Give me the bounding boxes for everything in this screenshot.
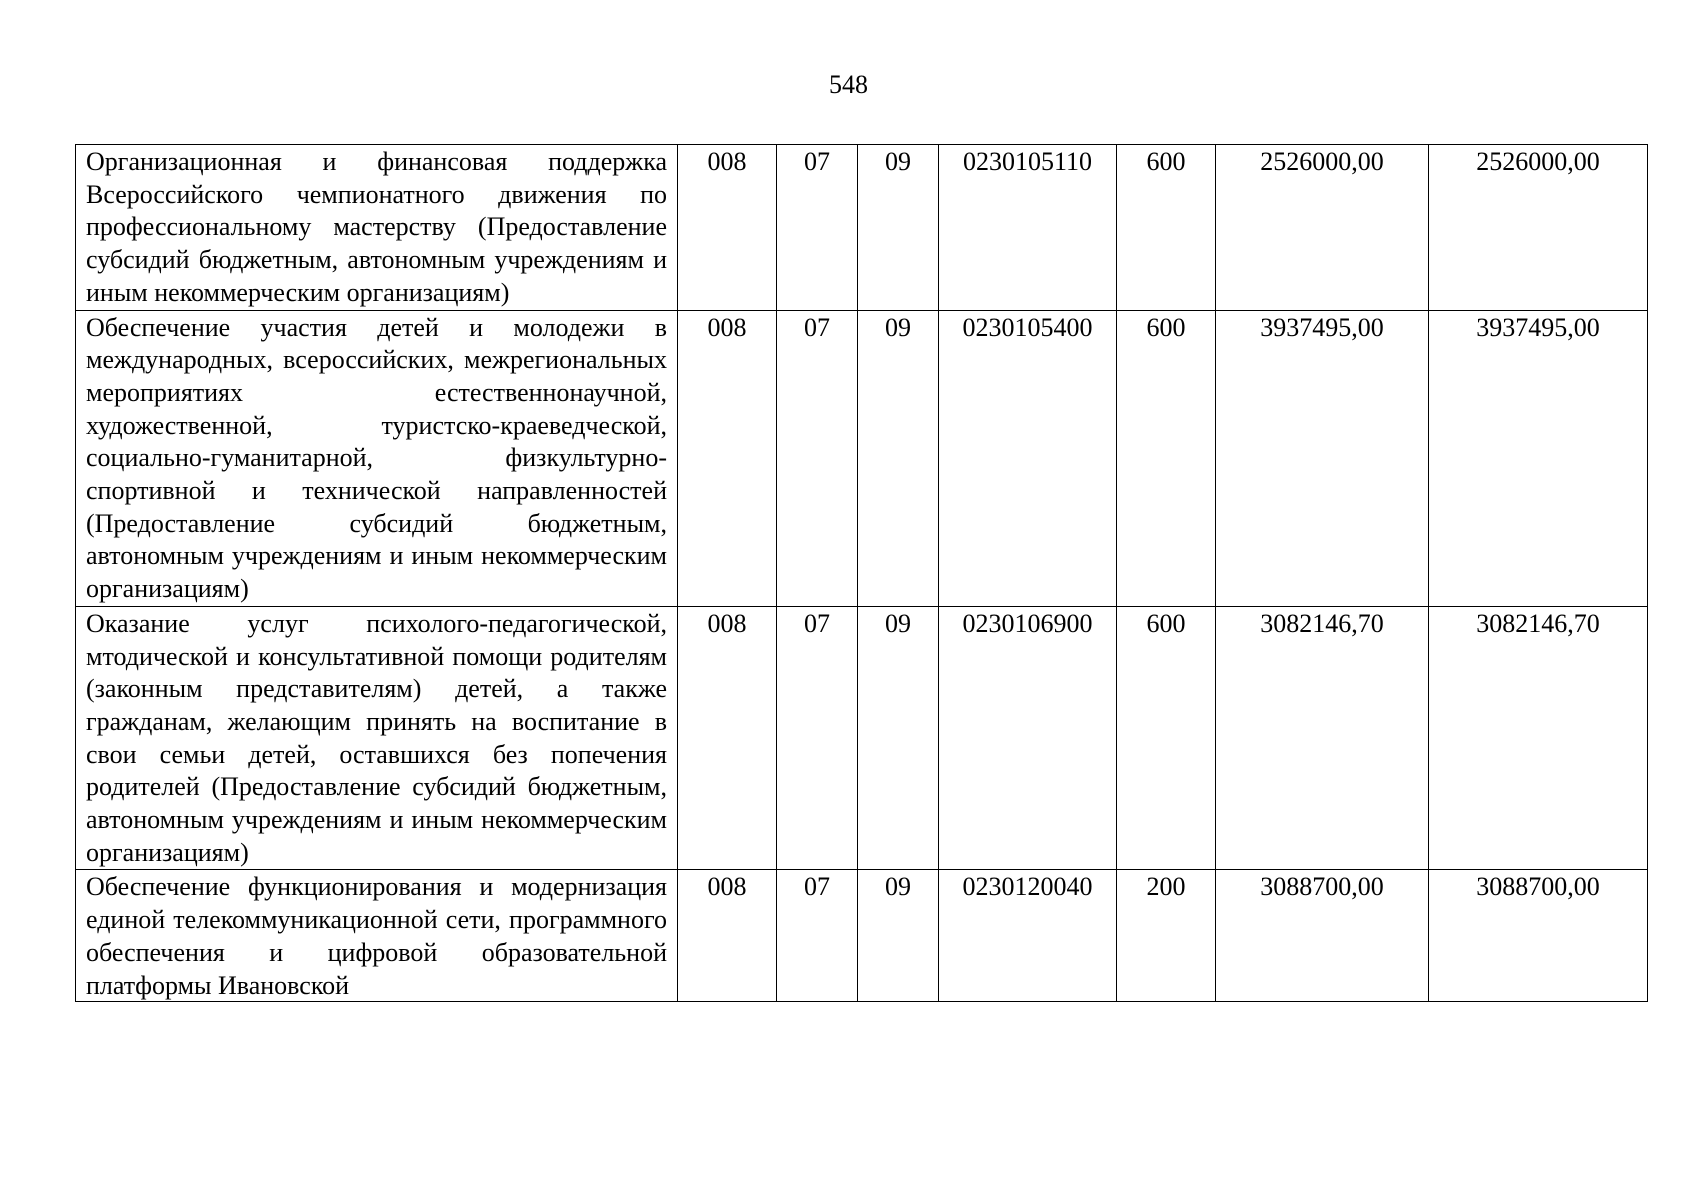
section-code-cell: 07 xyxy=(777,145,858,311)
amount-cell-1: 3088700,00 xyxy=(1216,870,1429,1002)
budget-table xyxy=(75,144,1648,1002)
ministry-code-cell: 008 xyxy=(678,145,777,311)
amount-cell-1: 2526000,00 xyxy=(1216,145,1429,311)
amount-cell-1: 3937495,00 xyxy=(1216,310,1429,606)
amount-cell-2: 3937495,00 xyxy=(1429,310,1648,606)
table-row xyxy=(76,606,1648,870)
amount-cell-2: 3082146,70 xyxy=(1429,606,1648,870)
expense-type-cell: 200 xyxy=(1117,870,1216,1002)
amount-cell-1: 3082146,70 xyxy=(1216,606,1429,870)
expense-type-cell: 600 xyxy=(1117,310,1216,606)
target-article-cell: 0230106900 xyxy=(939,606,1117,870)
amount-cell-2: 2526000,00 xyxy=(1429,145,1648,311)
table-row xyxy=(76,870,1648,1002)
ministry-code-cell: 008 xyxy=(678,310,777,606)
description-cell: Оказание услуг психолого-педагогической, мтодической и консультативной помощи родителям (законным представителям) детей, а также гражданам, желающим принять на воспитание в свои семьи детей, оставшихся без попечения родителей (Предоставление субсидий бюджетным, автономным учреждениям и иным некоммерческим организациям) xyxy=(76,606,678,870)
description-cell: Обеспечение участия детей и молодежи в международных, всероссийских, межрегиональных мероприятиях естественнонаучной, художественной, туристско-краеведческой, социально-гуманитарной, физкультурно-спортивной и технической направленностей (Предоставление субсидий бюджетным, автономным учреждениям и иным некоммерческим организациям) xyxy=(76,310,678,606)
subsection-code-cell: 09 xyxy=(858,870,939,1002)
description-text: Обеспечение функционирования и модернизация единой телекоммуникационной сети, программного обеспечения и цифровой образовательной платформы Ивановской xyxy=(86,872,667,1000)
section-code-cell: 07 xyxy=(777,310,858,606)
description-cell: Организационная и финансовая поддержка Всероссийского чемпионатного движения по профессиональному мастерству (Предоставление субсидий бюджетным, автономным учреждениям и иным некоммерческим организациям) xyxy=(76,145,678,311)
target-article-cell: 0230105400 xyxy=(939,310,1117,606)
table-row xyxy=(76,145,1648,311)
target-article-cell: 0230120040 xyxy=(939,870,1117,1002)
section-code-cell: 07 xyxy=(777,870,858,1002)
amount-cell-2: 3088700,00 xyxy=(1429,870,1648,1002)
description-cell xyxy=(76,870,678,1002)
expense-type-cell: 600 xyxy=(1117,145,1216,311)
expense-type-cell: 600 xyxy=(1117,606,1216,870)
subsection-code-cell: 09 xyxy=(858,145,939,311)
ministry-code-cell: 008 xyxy=(678,870,777,1002)
page-number: 548 xyxy=(829,70,868,99)
table-row xyxy=(76,310,1648,606)
subsection-code-cell: 09 xyxy=(858,606,939,870)
ministry-code-cell: 008 xyxy=(678,606,777,870)
subsection-code-cell: 09 xyxy=(858,310,939,606)
section-code-cell: 07 xyxy=(777,606,858,870)
target-article-cell: 0230105110 xyxy=(939,145,1117,311)
